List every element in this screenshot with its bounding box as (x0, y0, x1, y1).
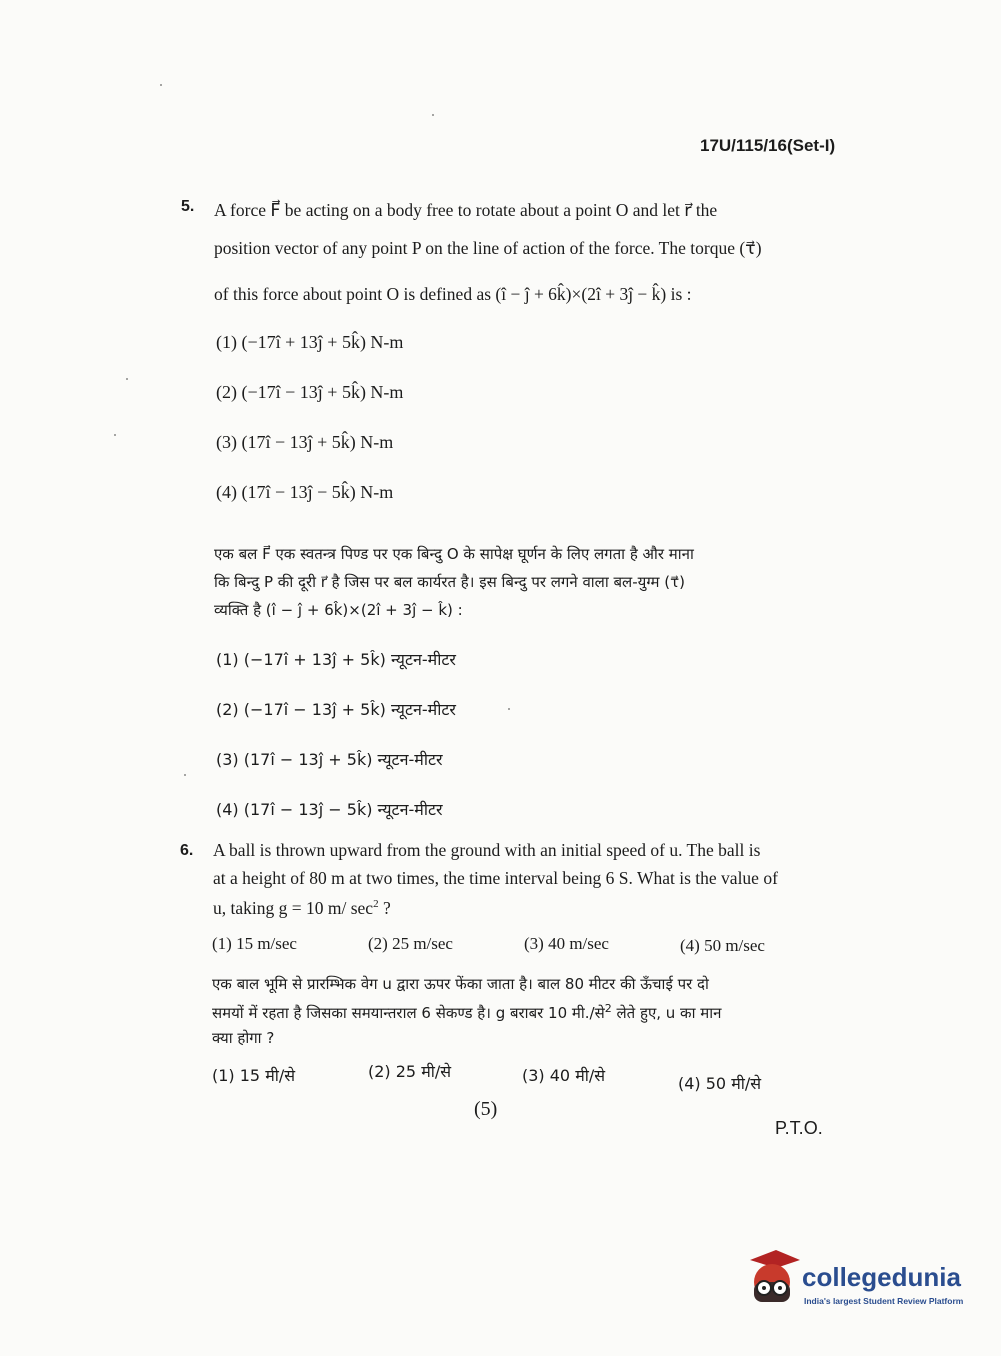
page-number: (5) (474, 1098, 498, 1120)
q6-hi-line-3: क्या होगा ? (212, 1029, 275, 1047)
q5-en-option-1: (1) (−17î + 13ĵ + 5k̂) N-m (216, 332, 404, 352)
question-5-number: 5. (181, 198, 195, 215)
scan-speck (114, 434, 116, 436)
q5-hi-option-1: (1) (−17î + 13ĵ + 5k̂) न्यूटन-मीटर (216, 650, 456, 669)
q6-en-line-3-text: u, taking g = 10 m/ sec (213, 898, 374, 918)
q6-en-line-3-end: ? (378, 898, 391, 918)
q5-hi-option-4: (4) (17î − 13ĵ − 5k̂) न्यूटन-मीटर (216, 800, 443, 819)
q6-hi-line-2-text: समयों में रहता है जिसका समयान्तराल 6 सेकण्ड है। g बराबर 10 मी./से (212, 1004, 605, 1022)
q5-hi-line-1: एक बल F⃗ एक स्वतन्त्र पिण्ड पर एक बिन्दु O के सापेक्ष घूर्णन के लिए लगता है और माना (214, 545, 694, 563)
q6-en-option-4: (4) 50 m/sec (680, 936, 765, 955)
q6-hi-option-3: (3) 40 मी/से (522, 1066, 606, 1085)
q6-hi-line-2-sup: 2 (604, 1002, 612, 1015)
scan-speck (184, 774, 186, 776)
q6-en-line-1: A ball is thrown upward from the ground with an initial speed of u. The ball is (213, 840, 761, 860)
q5-en-line-1: A force F⃗ be acting on a body free to rotate about a point O and let r⃗ the (214, 200, 718, 220)
q6-en-line-3-sup: 2 (373, 898, 379, 911)
paper-code: 17U/115/16(Set-I) (700, 136, 836, 155)
mascot-icon (742, 1248, 802, 1306)
q6-hi-option-4: (4) 50 मी/से (678, 1074, 762, 1093)
q5-en-option-4: (4) (17î − 13ĵ − 5k̂) N-m (216, 482, 394, 502)
q6-en-option-1: (1) 15 m/sec (212, 934, 297, 953)
q6-hi-line-2-end: लेते हुए, u का मान (611, 1004, 722, 1022)
logo-tagline: India's largest Student Review Platform (804, 1296, 964, 1306)
q6-en-option-3: (3) 40 m/sec (524, 934, 609, 953)
logo-name: collegedunia (802, 1262, 961, 1292)
q6-hi-option-1: (1) 15 मी/से (212, 1066, 296, 1085)
q6-hi-line-1: एक बाल भूमि से प्रारम्भिक वेग u द्वारा ऊपर फेंका जाता है। बाल 80 मीटर की ऊँचाई पर दो (212, 975, 709, 993)
q5-hi-option-3: (3) (17î − 13ĵ + 5k̂) न्यूटन-मीटर (216, 750, 443, 769)
scan-speck (160, 84, 162, 86)
pto-label: P.T.O. (775, 1118, 823, 1138)
scan-speck (508, 708, 510, 710)
scan-speck (432, 114, 434, 116)
q5-hi-line-3: व्यक्ति है (î − ĵ + 6k̂)×(2î + 3ĵ − k̂) : (214, 601, 463, 619)
q6-en-line-3 (213, 898, 391, 919)
q5-hi-option-2: (2) (−17î − 13ĵ + 5k̂) न्यूटन-मीटर (216, 700, 456, 719)
q5-en-line-2: position vector of any point P on the line of action of the force. The torque (τ⃗) (214, 238, 762, 258)
q6-en-option-2: (2) 25 m/sec (368, 934, 453, 953)
question-6-number: 6. (180, 842, 194, 859)
q6-en-line-2: at a height of 80 m at two times, the time interval being 6 S. What is the value of (213, 868, 778, 888)
scan-speck (126, 378, 128, 380)
q5-en-option-3: (3) (17î − 13ĵ + 5k̂) N-m (216, 432, 394, 452)
q5-en-option-2: (2) (−17î − 13ĵ + 5k̂) N-m (216, 382, 404, 402)
q6-hi-option-2: (2) 25 मी/से (368, 1062, 452, 1081)
q6-hi-line-2 (212, 1002, 721, 1023)
q5-hi-line-2: कि बिन्दु P की दूरी r⃗ है जिस पर बल कार्यरत है। इस बिन्दु पर लगने वाला बल-युग्म (τ⃗) (214, 573, 686, 591)
q5-en-line-3: of this force about point O is defined as (î − ĵ + 6k̂)×(2î + 3ĵ − k̂) is : (214, 284, 692, 304)
